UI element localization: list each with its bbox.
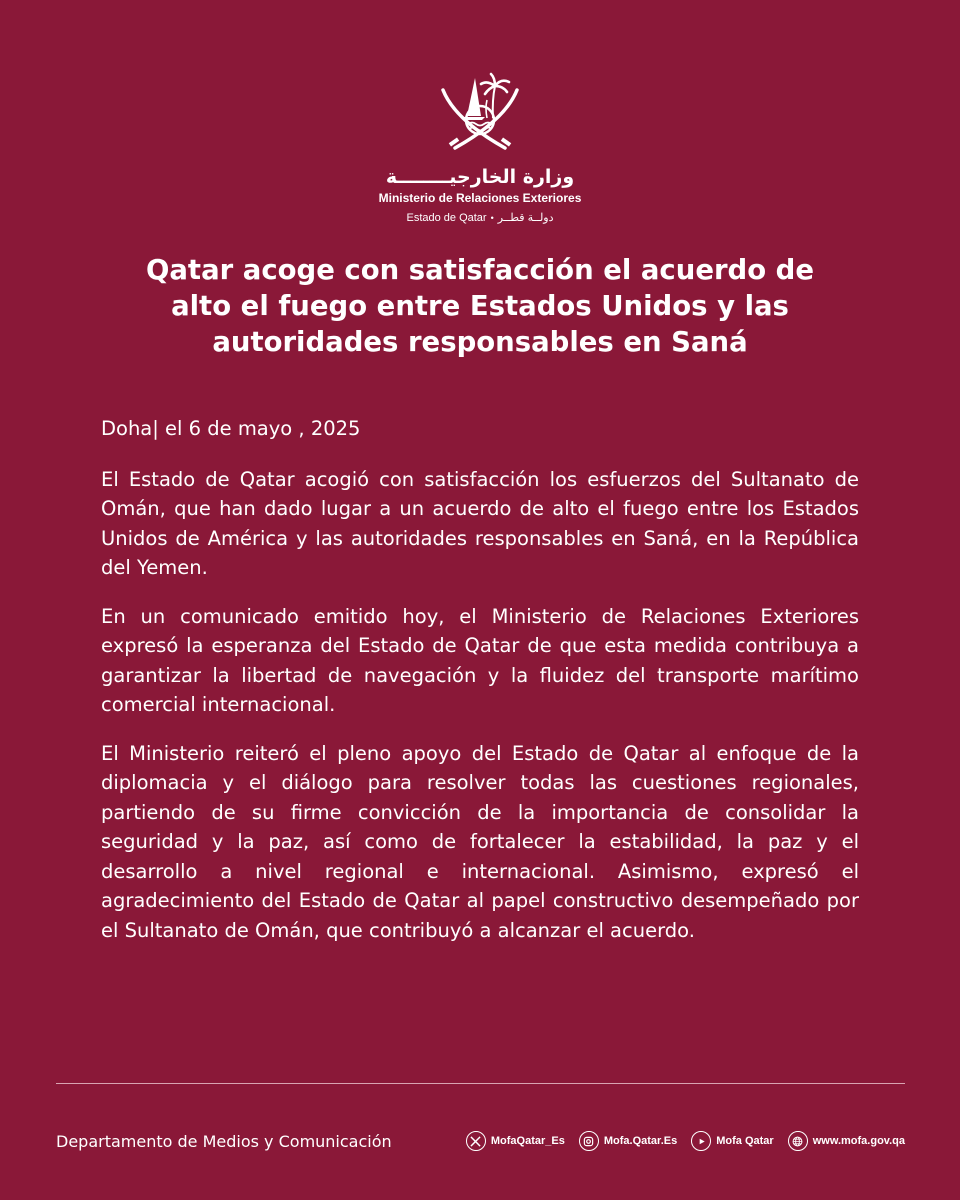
ministry-logo	[0, 70, 960, 224]
instagram-link[interactable]	[579, 1131, 677, 1151]
youtube-link[interactable]	[691, 1131, 773, 1151]
paragraph: El Estado de Qatar acogió con satisfacción los esfuerzos del Sultanato de Omán, que han dado lugar a un acuerdo de alto el fuego entre los Estados Unidos de América y las autoridades responsables en Saná, en la República del Yemen.	[101, 467, 859, 579]
press-release-body	[101, 414, 859, 964]
x-link[interactable]	[466, 1131, 565, 1151]
page-title: Qatar acoge con satisfacción el acuerdo de alto el fuego entre Estados Unidos y las autoridades responsables en Saná	[145, 254, 815, 358]
website-url: www.mofa.gov.qa	[812, 1135, 905, 1147]
instagram-icon	[579, 1131, 599, 1151]
paragraph: En un comunicado emitido hoy, el Ministerio de Relaciones Exteriores expresó la esperanza del Estado de Qatar de que esta medida contribuya a garantizar la libertad de navegación y la fluidez del transporte marítimo comercial internacional.	[101, 604, 859, 716]
ministry-name-arabic: وزارة الخارجيــــــــة	[385, 166, 575, 188]
youtube-icon	[691, 1131, 711, 1151]
social-links	[466, 1131, 905, 1151]
paragraph: El Ministerio reiteró el pleno apoyo del Estado de Qatar al enfoque de la diplomacia y el diálogo para resolver todas las cuestiones regionales, partiendo de su firme convicción de la importancia de consolidar la seguridad y la paz, así como de fortalecer la estabilidad, la paz y el desarrollo a nivel regional e internacional. Asimismo, expresó el agradecimiento del Estado de Qatar al papel constructivo desempeñado por el Sultanato de Omán, que contribuyó a alcanzar el acuerdo.	[101, 741, 859, 942]
state-line	[406, 211, 553, 224]
instagram-handle: Mofa.Qatar.Es	[603, 1135, 678, 1147]
separator-dot: •	[490, 212, 494, 223]
ministry-name: Ministerio de Relaciones Exteriores	[378, 191, 582, 205]
footer-divider	[56, 1083, 905, 1084]
dateline: Doha| el 6 de mayo , 2025	[101, 417, 361, 440]
x-handle: MofaQatar_Es	[490, 1135, 565, 1147]
x-icon	[466, 1131, 486, 1151]
state-name: Estado de Qatar	[406, 211, 487, 224]
department-label: Departamento de Medios y Comunicación	[56, 1131, 392, 1151]
qatar-emblem-icon	[435, 70, 525, 160]
footer	[56, 1127, 905, 1155]
website-link[interactable]	[788, 1131, 905, 1151]
state-name-arabic: دولــة قطــر	[497, 212, 554, 224]
globe-icon	[788, 1131, 808, 1151]
youtube-handle: Mofa Qatar	[716, 1135, 774, 1147]
